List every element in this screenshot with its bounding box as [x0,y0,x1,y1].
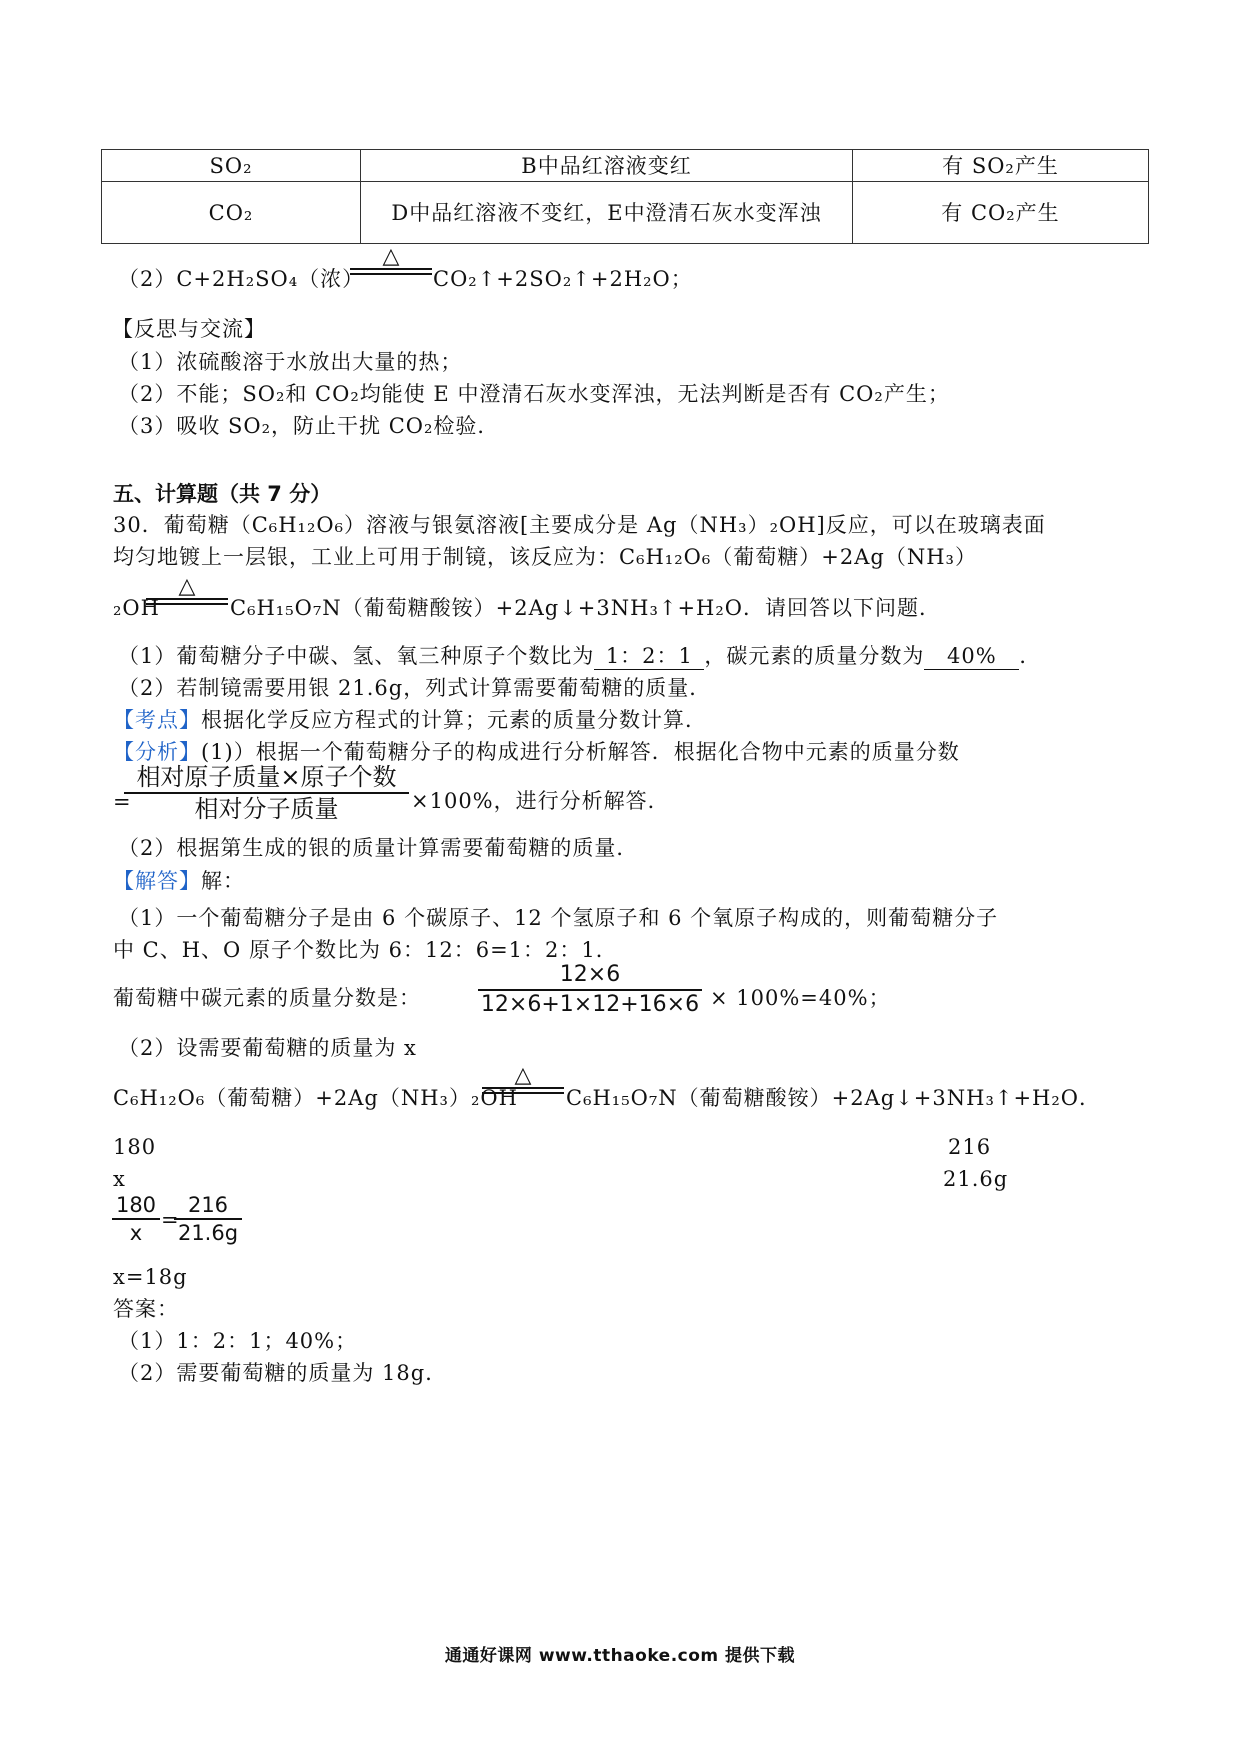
fraction-denominator: 21.6g [177,1221,239,1245]
kaodian-tag: 【考点】 [113,708,201,732]
kaodian [113,705,707,735]
reflect-item: （3）吸收 SO₂，防止干扰 CO₂检验． [118,414,500,438]
table-cell: B中品红溶液变红 [361,150,853,182]
heat-triangle-icon: △ [178,574,196,599]
heat-triangle-icon: △ [514,1063,532,1088]
double-line [146,598,228,605]
reaction-condition [482,1065,564,1094]
page-footer: 通通好课网 www.tthaoke.com 提供下载 [444,1646,796,1666]
table-row [102,150,1149,182]
sub-question-text: （1）葡萄糖分子中碳、氢、氧三种原子个数比为 [118,644,595,668]
heat-triangle-icon: △ [382,244,400,269]
fraction-numerator: 相对原子质量×原子个数 [136,763,397,791]
table-cell: 有 SO₂产生 [853,150,1149,182]
jieda-text: 中 C、H、O 原子个数比为 6：12：6=1：2：1． [113,938,618,962]
question-line: ₂OH [113,596,160,620]
equation-left: C₆H₁₂O₆（葡萄糖）+2Ag（NH₃）₂OH [113,1086,518,1110]
answer-label: 答案： [113,1297,179,1321]
reaction-condition [146,576,228,605]
fenxi-tag: 【分析】 [113,740,201,764]
fraction-numerator: 216 [187,1193,229,1217]
fraction-numerator: 12×6 [559,962,621,987]
jieda-text: （2）设需要葡萄糖的质量为 x [118,1036,417,1060]
carbon-fraction [478,961,702,1019]
table-cell: CO₂ [102,182,361,244]
equation-2 [118,264,364,294]
result: x=18g [113,1265,188,1289]
kaodian-text: 根据化学反应方程式的计算；元素的质量分数计算． [201,708,707,732]
table-cell: SO₂ [102,150,361,182]
answer-blank: 1：2：1 [594,643,704,670]
question-line: 均匀地镀上一层银，工业上可用于制镜，该反应为：C₆H₁₂O₆（葡萄糖）+2Ag（NH₃） [113,545,977,569]
answer-line: （2）需要葡萄糖的质量为 18g． [118,1361,448,1385]
double-line [482,1087,564,1094]
ratio-right [174,1192,242,1246]
fenxi-text: (1)）根据一个葡萄糖分子的构成进行分析解答．根据化合物中元素的质量分数 [201,740,960,764]
answer-blank: 40% [924,643,1019,670]
reflect-item: （1）浓硫酸溶于水放出大量的热； [118,350,463,374]
sub-question-2: （2）若制镜需要用银 21.6g，列式计算需要葡萄糖的质量． [118,676,712,700]
ratio-left [112,1192,160,1246]
fraction-numerator: 180 [115,1193,157,1217]
sub-question-text: ，碳元素的质量分数为 [704,644,925,668]
mass-value: 21.6g [943,1167,1009,1191]
fenxi-eq: = [113,790,132,814]
equation-products: CO₂↑+2SO₂↑+2H₂O； [433,267,693,291]
equation-reactants: （2）C+2H₂SO₄（浓） [118,267,365,291]
mass-value: x [113,1167,126,1191]
jieda [113,866,245,896]
jieda-text: 解： [201,869,245,893]
question-line: 30．葡萄糖（C₆H₁₂O₆）溶液与银氨溶液[主要成分是 Ag（NH₃）₂OH]反应，可以在玻璃表面 [113,513,1046,537]
table-row [102,182,1149,244]
jieda-tag: 【解答】 [113,869,201,893]
reaction-condition [350,246,432,275]
fraction-denominator: x [129,1221,143,1245]
mass-value: 216 [948,1135,992,1159]
fenxi-text: （2）根据第生成的银的质量计算需要葡萄糖的质量． [118,836,639,860]
answer-line: （1）1：2：1；40%； [118,1329,358,1353]
jieda-text: × 100%=40%； [710,986,891,1010]
equals-sign: = [161,1208,180,1232]
question-line: C₆H₁₅O₇N（葡萄糖酸铵）+2Ag↓+3NH₃↑+H₂O．请回答以下问题． [230,596,942,620]
sub-question-text: ． [1019,644,1042,668]
fraction-denominator: 12×6+1×12+16×6 [480,992,700,1017]
experiment-table [101,149,1149,244]
jieda-text: 葡萄糖中碳元素的质量分数是： [113,986,421,1010]
mass-value: 180 [113,1135,157,1159]
mass-fraction-formula [124,762,409,824]
sub-question-1 [118,641,1041,671]
jieda-text: （1）一个葡萄糖分子是由 6 个碳原子、12 个氢原子和 6 个氧原子构成的，则葡萄糖分子 [118,906,999,930]
reflect-heading: 【反思与交流】 [112,317,266,341]
equation-right: C₆H₁₅O₇N（葡萄糖酸铵）+2Ag↓+3NH₃↑+H₂O． [566,1086,1102,1110]
fraction-denominator: 相对分子质量 [194,795,339,823]
table-cell: D中品红溶液不变红，E中澄清石灰水变浑浊 [361,182,853,244]
fenxi-text: ×100%，进行分析解答． [411,789,670,813]
table-cell: 有 CO₂产生 [853,182,1149,244]
section-heading: 五、计算题（共 7 分） [113,482,332,506]
double-line [350,268,432,275]
reflect-item: （2）不能；SO₂和 CO₂均能使 E 中澄清石灰水变浑浊，无法判断是否有 CO₂产生； [118,382,950,406]
